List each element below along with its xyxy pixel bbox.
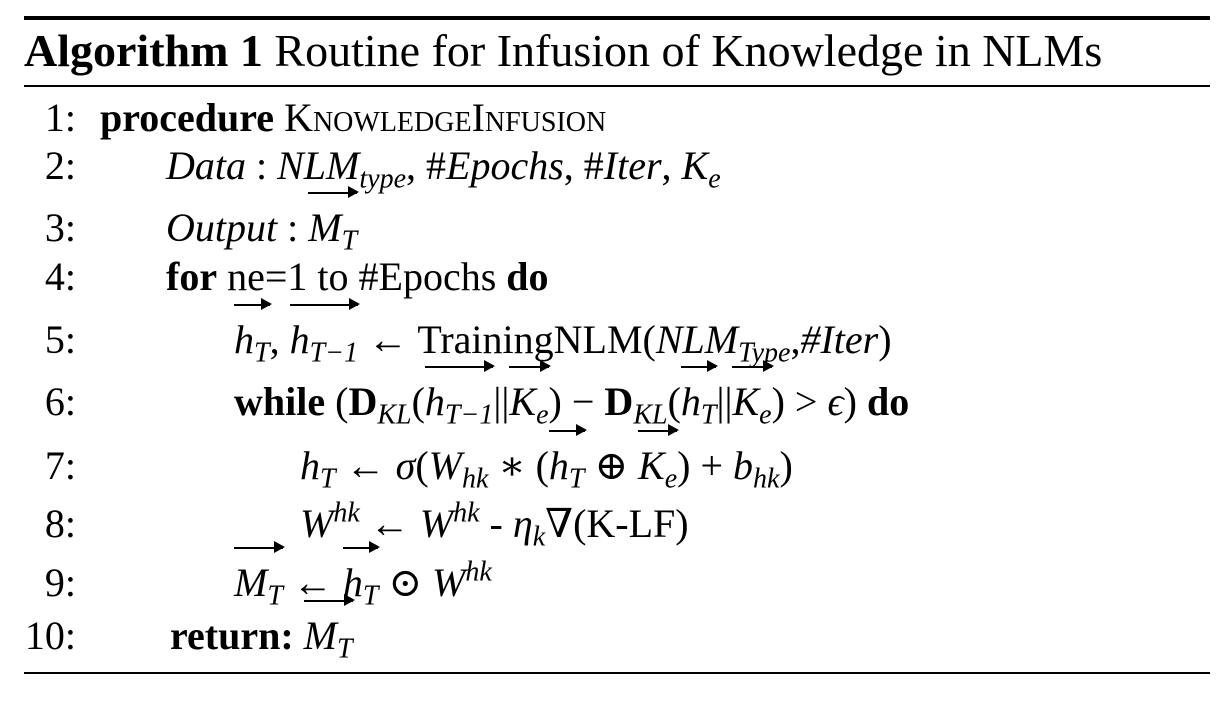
line-code: $h_T$ ← $\sigma(W_{hk}$ ∗ ($h_T$ ⊕ $K_e) + b_{hk}$) — [300, 436, 793, 496]
line-code: $W^{hk}$ ← $W^{hk} - \eta_k\nabla(K-LF)$ — [300, 497, 689, 553]
line-number: 10: — [24, 613, 76, 658]
keyword-do: do — [866, 379, 910, 424]
training-function: TrainingNLM — [417, 317, 643, 362]
keyword-for: for — [166, 254, 218, 299]
line-number: 2: — [44, 143, 76, 188]
line-code: $h_T$, $h_{T-1}$ ← $TrainingNLM(NLM_{Type},\#Iter)$ — [234, 310, 892, 370]
bottom-rule — [24, 672, 1210, 674]
procedure-name: KnowledgeInfusion — [284, 95, 607, 140]
keyword-return: return: — [170, 613, 294, 658]
top-rule — [24, 16, 1210, 20]
line-code: $M_T$ ← $h_T$ ⊙ $W^{hk}$ — [234, 553, 492, 613]
line-number: 1: — [44, 95, 76, 140]
line-number: 4: — [44, 254, 76, 299]
line-code: return: $M_T$ — [170, 606, 353, 666]
title-rule — [24, 85, 1210, 87]
line-code: Output : $M_T$ — [166, 198, 357, 258]
line-number: 8: — [44, 501, 76, 546]
line-number: 6: — [44, 379, 76, 424]
loop-range: ne=1 to #Epochs — [227, 254, 497, 299]
iter-argument: #Iter — [800, 317, 879, 362]
keyword-while: while — [234, 379, 326, 424]
line-number: 5: — [44, 317, 76, 362]
keyword-procedure: procedure — [100, 95, 275, 140]
line-number: 9: — [44, 560, 76, 605]
line-code: Data : $NLM_{type}$, #Epochs, #Iter, $K_e$ — [166, 143, 721, 195]
algorithm-caption: Routine for Infusion of Knowledge in NLMs — [274, 25, 1103, 76]
keyword-do: do — [506, 254, 549, 299]
algorithm-label: Algorithm 1 — [24, 25, 263, 76]
loss-name: K-LF — [586, 501, 676, 546]
algorithm-title — [24, 23, 1102, 79]
line-number: 3: — [44, 205, 76, 250]
line-number: 7: — [44, 443, 76, 488]
line-code: while $(D_{KL}(h_{T-1}||K_e) - D_{KL}(h_T||K_e) > \epsilon)$ do — [234, 372, 909, 432]
